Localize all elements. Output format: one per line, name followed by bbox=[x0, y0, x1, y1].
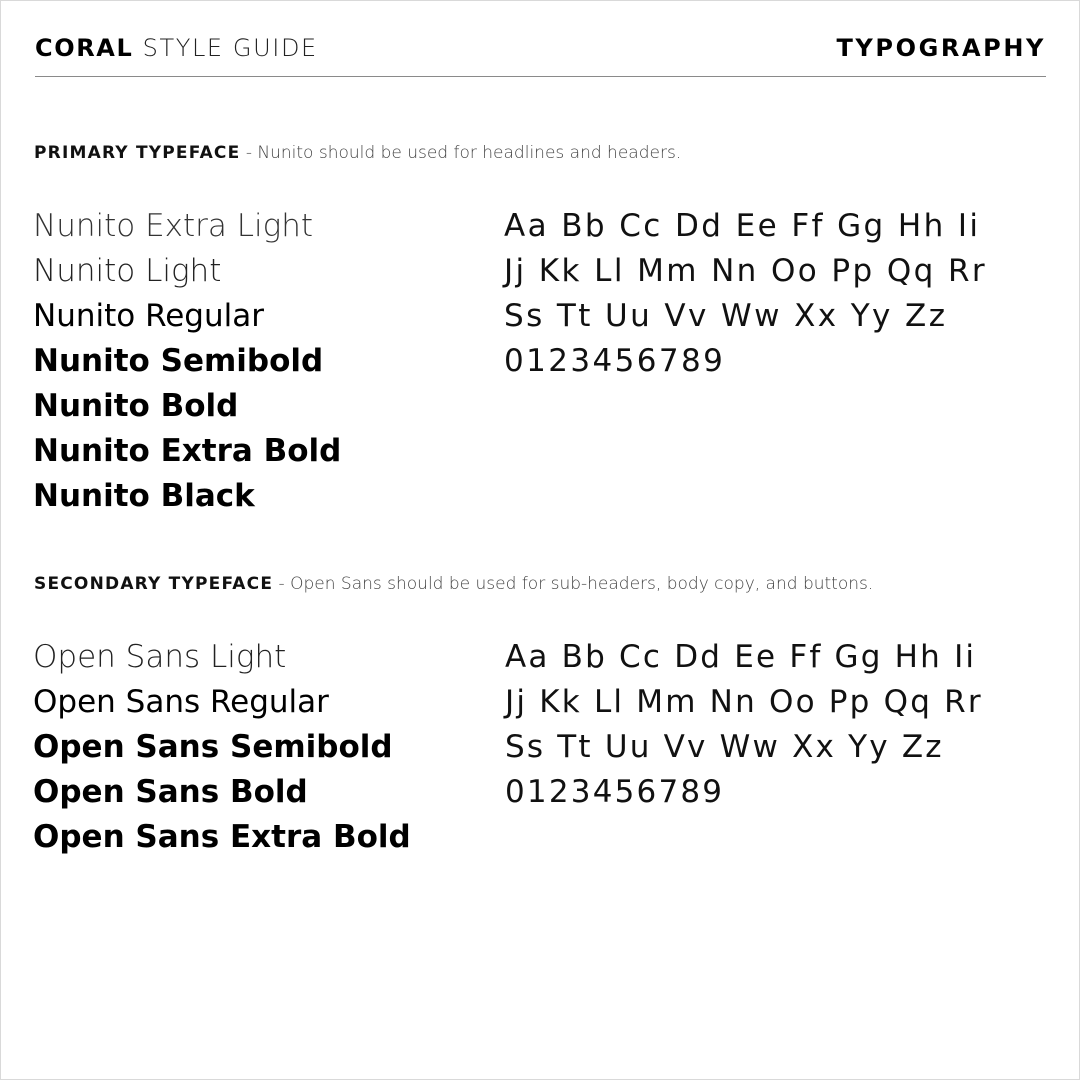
secondary-weight-bold: Open Sans Bold bbox=[33, 774, 308, 810]
primary-typeface-label: PRIMARY TYPEFACE bbox=[34, 143, 241, 163]
primary-weight-extra-light: Nunito Extra Light bbox=[33, 208, 314, 244]
section-title: TYPOGRAPHY bbox=[836, 34, 1046, 62]
secondary-typeface-description: - Open Sans should be used for sub-headers, body copy, and buttons. bbox=[273, 574, 874, 594]
secondary-numerals-row: 0123456789 bbox=[505, 774, 725, 810]
primary-weight-bold: Nunito Bold bbox=[33, 388, 239, 424]
secondary-weight-light: Open Sans Light bbox=[33, 639, 287, 675]
brand-subtitle: STYLE GUIDE bbox=[142, 34, 318, 62]
secondary-typeface-heading bbox=[34, 574, 873, 594]
primary-weight-regular: Nunito Regular bbox=[33, 298, 264, 334]
primary-alphabet-row: Jj Kk Ll Mm Nn Oo Pp Qq Rr bbox=[504, 253, 988, 289]
secondary-weight-regular: Open Sans Regular bbox=[33, 684, 329, 720]
primary-weight-light: Nunito Light bbox=[33, 253, 222, 289]
secondary-weight-extra-bold: Open Sans Extra Bold bbox=[33, 819, 411, 855]
secondary-typeface-label: SECONDARY TYPEFACE bbox=[34, 574, 274, 594]
secondary-alphabet-row: Jj Kk Ll Mm Nn Oo Pp Qq Rr bbox=[505, 684, 983, 720]
primary-alphabet-row: Ss Tt Uu Vv Ww Xx Yy Zz bbox=[504, 298, 948, 334]
secondary-weight-list bbox=[33, 635, 411, 860]
brand-title bbox=[35, 34, 318, 62]
primary-weight-semibold: Nunito Semibold bbox=[33, 343, 324, 379]
secondary-alphabet-row: Ss Tt Uu Vv Ww Xx Yy Zz bbox=[505, 729, 944, 765]
secondary-alphabet-row: Aa Bb Cc Dd Ee Ff Gg Hh Ii bbox=[505, 639, 977, 675]
secondary-weight-semibold: Open Sans Semibold bbox=[33, 729, 393, 765]
header-divider bbox=[35, 76, 1046, 77]
secondary-alphabet-sample bbox=[505, 635, 983, 815]
brand-name: CORAL bbox=[35, 34, 134, 62]
page-header bbox=[35, 32, 1046, 68]
primary-typeface-heading bbox=[34, 143, 681, 163]
primary-weight-list bbox=[33, 204, 341, 519]
primary-weight-extra-bold: Nunito Extra Bold bbox=[33, 433, 342, 469]
primary-typeface-description: - Nunito should be used for headlines and headers. bbox=[240, 143, 682, 163]
primary-numerals-row: 0123456789 bbox=[504, 343, 726, 379]
primary-alphabet-sample bbox=[504, 204, 987, 384]
primary-weight-black: Nunito Black bbox=[33, 478, 255, 514]
primary-alphabet-row: Aa Bb Cc Dd Ee Ff Gg Hh Ii bbox=[504, 208, 981, 244]
